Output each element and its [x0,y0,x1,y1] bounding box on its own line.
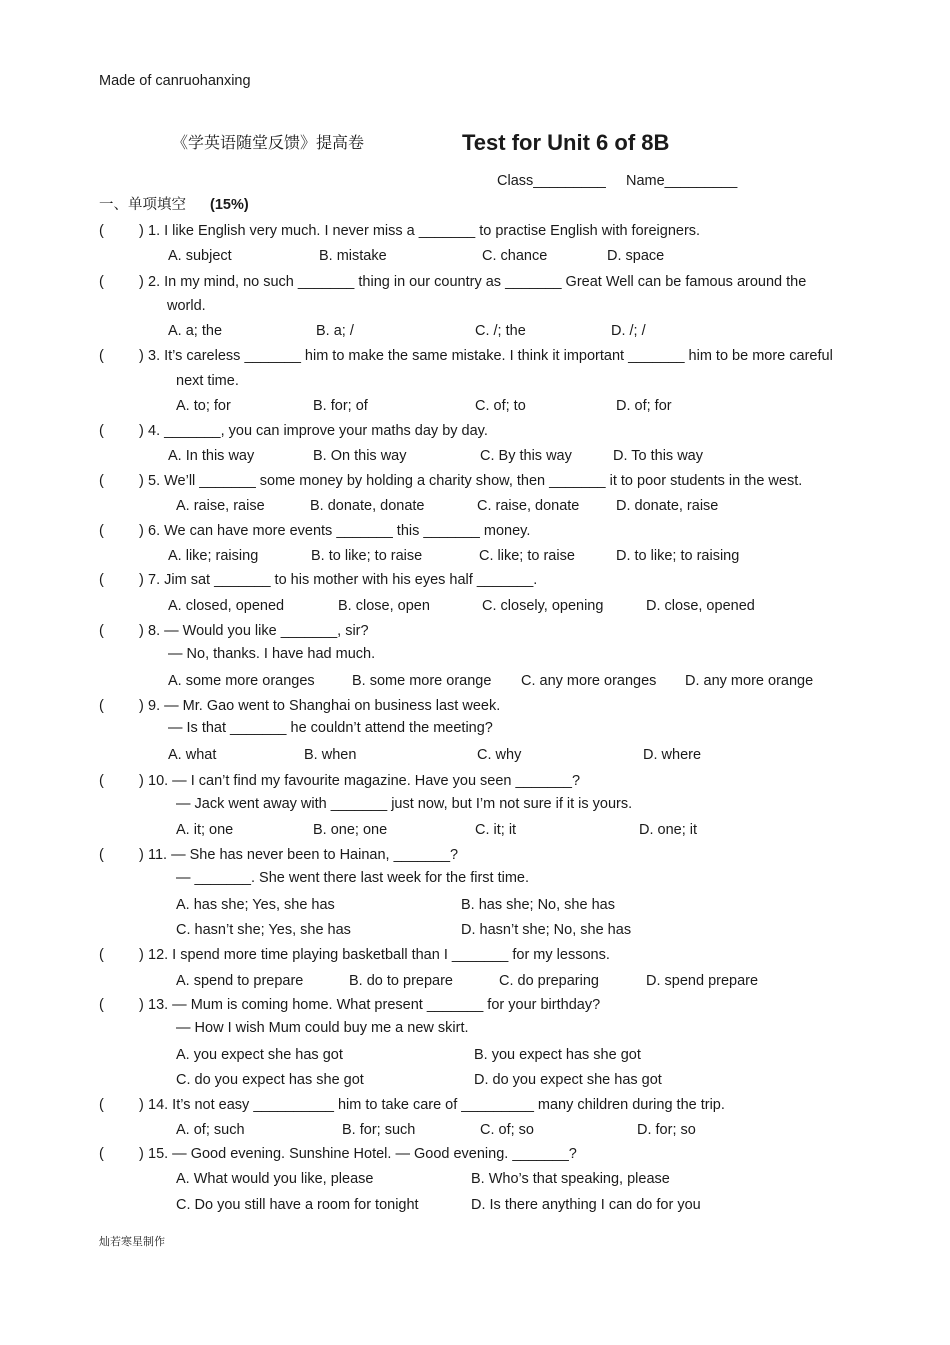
answer-paren-open: ( [99,773,104,789]
option-c: C. why [477,747,522,763]
footer-text: 灿若寒星制作 [99,1236,165,1248]
option-a: A. closed, opened [168,598,285,614]
option-b: B. some more orange [352,673,492,689]
answer-paren-close: ) [139,698,144,714]
option-d: D. to like; to raising [616,548,740,564]
answer-paren-open: ( [99,623,104,639]
option-d: D. /; / [611,323,646,339]
answer-paren-open: ( [99,997,104,1013]
answer-paren-open: ( [99,274,104,290]
question-stem: 10. — I can’t find my favourite magazine. Have you seen _______? [148,773,581,789]
question-stem: 4. _______, you can improve your maths day by day. [148,423,488,439]
answer-paren-close: ) [139,947,144,963]
option-a: A. of; such [176,1122,245,1138]
option-c: C. /; the [475,323,526,339]
option-c: C. By this way [480,448,572,464]
option-d: D. spend prepare [646,973,759,989]
option-d: D. one; it [639,822,698,838]
option-d: D. hasn’t she; No, she has [461,922,632,938]
option-b: B. has she; No, she has [461,897,615,913]
option-a: A. subject [168,248,232,264]
answer-paren-open: ( [99,523,104,539]
option-c: C. any more oranges [521,673,657,689]
option-a: A. In this way [168,448,255,464]
question-stem: 3. It’s careless _______ him to make the same mistake. I think it important _______ him to be more careful [148,348,833,364]
answer-paren-close: ) [139,1097,144,1113]
question-stem: 14. It’s not easy __________ him to take care of _________ many children during the trip. [148,1097,725,1113]
option-a: A. raise, raise [176,498,265,514]
option-a: A. some more oranges [168,673,315,689]
answer-paren-open: ( [99,473,104,489]
page-title: Test for Unit 6 of 8B [462,130,670,155]
answer-paren-close: ) [139,423,144,439]
option-b: B. Who’s that speaking, please [471,1171,670,1187]
section-label: 一、单项填空 [99,197,186,213]
title-chinese: 《学英语随堂反馈》提高卷 [172,135,365,152]
question-stem-continued: — Is that _______ he couldn’t attend the meeting? [168,720,493,736]
question-stem-continued: next time. [176,373,239,389]
question-stem: 15. — Good evening. Sunshine Hotel. — Good evening. _______? [148,1146,577,1162]
answer-paren-close: ) [139,623,144,639]
answer-paren-open: ( [99,423,104,439]
option-b: B. to like; to raise [311,548,423,564]
option-c: C. do preparing [499,973,599,989]
answer-paren-close: ) [139,847,144,863]
answer-paren-close: ) [139,572,144,588]
option-d: D. close, opened [646,598,755,614]
answer-paren-close: ) [139,274,144,290]
option-b: B. donate, donate [310,498,425,514]
answer-paren-close: ) [139,523,144,539]
option-c: C. of; to [475,398,526,414]
answer-paren-close: ) [139,1146,144,1162]
option-b: B. for; of [313,398,368,414]
class-field: Class_________ [497,173,606,189]
answer-paren-close: ) [139,773,144,789]
option-d: D. To this way [613,448,703,464]
question-stem-continued: — No, thanks. I have had much. [168,646,376,662]
answer-paren-close: ) [139,473,144,489]
answer-paren-open: ( [99,947,104,963]
question-stem: 5. We’ll _______ some money by holding a charity show, then _______ it to poor students in the west. [148,473,803,489]
option-a: A. what [168,747,217,763]
question-stem: 6. We can have more events _______ this _______ money. [148,523,531,539]
answer-paren-close: ) [139,223,144,239]
question-stem: 13. — Mum is coming home. What present _______ for your birthday? [148,997,601,1013]
question-stem: 1. I like English very much. I never miss a _______ to practise English with foreigners. [148,223,701,239]
option-d: D. do you expect she has got [474,1072,662,1088]
name-field: Name_________ [626,173,738,189]
option-d: D. where [643,747,702,763]
answer-paren-open: ( [99,698,104,714]
question-stem-continued: — _______. She went there last week for the first time. [176,870,530,886]
option-a: A. What would you like, please [176,1171,374,1187]
option-c: C. hasn’t she; Yes, she has [176,922,351,938]
option-b: B. for; such [342,1122,416,1138]
option-b: B. do to prepare [349,973,453,989]
option-d: D. for; so [637,1122,696,1138]
option-c: C. closely, opening [482,598,604,614]
question-stem: 2. In my mind, no such _______ thing in our country as _______ Great Well can be famous around the [148,274,807,290]
question-stem-continued: — How I wish Mum could buy me a new skirt. [176,1020,469,1036]
option-d: D. donate, raise [616,498,719,514]
option-a: A. spend to prepare [176,973,304,989]
answer-paren-open: ( [99,572,104,588]
answer-paren-open: ( [99,1097,104,1113]
answer-paren-open: ( [99,223,104,239]
question-stem: 12. I spend more time playing basketball than I _______ for my lessons. [148,947,610,963]
question-stem: 9. — Mr. Gao went to Shanghai on business last week. [148,698,501,714]
question-stem-continued: world. [167,298,206,314]
option-d: D. space [607,248,665,264]
answer-paren-open: ( [99,348,104,364]
option-a: A. it; one [176,822,234,838]
option-d: D. Is there anything I can do for you [471,1197,701,1213]
option-a: A. you expect she has got [176,1047,343,1063]
option-d: D. of; for [616,398,672,414]
answer-paren-open: ( [99,847,104,863]
option-c: C. do you expect has she got [176,1072,364,1088]
option-b: B. one; one [313,822,388,838]
made-of-text: Made of canruohanxing [99,73,251,89]
section-score: (15%) [210,197,249,213]
option-b: B. when [304,747,357,763]
option-c: C. it; it [475,822,517,838]
option-b: B. mistake [319,248,387,264]
answer-paren-close: ) [139,997,144,1013]
question-stem: 7. Jim sat _______ to his mother with his eyes half _______. [148,572,538,588]
option-c: C. of; so [480,1122,534,1138]
option-b: B. a; / [316,323,354,339]
option-a: A. has she; Yes, she has [176,897,335,913]
option-c: C. chance [482,248,548,264]
answer-paren-open: ( [99,1146,104,1162]
option-a: A. a; the [168,323,223,339]
option-d: D. any more orange [685,673,814,689]
option-c: C. like; to raise [479,548,575,564]
question-stem-continued: — Jack went away with _______ just now, but I’m not sure if it is yours. [176,796,633,812]
option-c: C. Do you still have a room for tonight [176,1197,419,1213]
question-stem: 8. — Would you like _______, sir? [148,623,369,639]
option-c: C. raise, donate [477,498,580,514]
option-b: B. On this way [313,448,407,464]
option-b: B. close, open [338,598,430,614]
question-stem: 11. — She has never been to Hainan, _______? [148,847,459,863]
option-b: B. you expect has she got [474,1047,641,1063]
option-a: A. like; raising [168,548,259,564]
option-a: A. to; for [176,398,231,414]
answer-paren-close: ) [139,348,144,364]
